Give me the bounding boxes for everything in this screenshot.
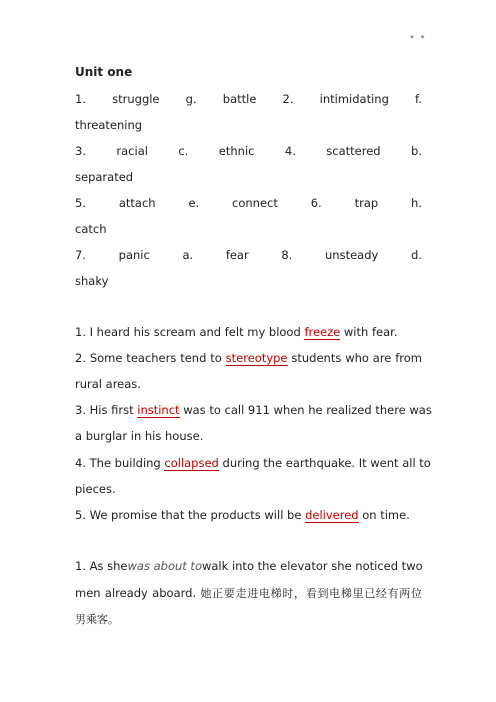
sentence-3-cont: a burglar in his house. [75, 429, 204, 443]
translation-line-3: 男乘客。 [75, 613, 119, 626]
unit-title: Unit one [75, 65, 133, 79]
vocab-row-1: 1. struggle g. battle 2. intimidating f. [75, 92, 422, 106]
sentence-2: 2. Some teachers tend to stereotype students who are from [75, 351, 423, 365]
sentence-5: 5. We promise that the products will be delivered on time. [75, 508, 410, 522]
vocab-row-3: 5. attach e. connect 6. trap h. [75, 196, 422, 210]
answer-word: collapsed [164, 456, 219, 470]
sentence-2-cont: rural areas. [75, 377, 141, 391]
vocab-row-2-cont: separated [75, 170, 134, 184]
vocab-row-3-cont: catch [75, 222, 107, 236]
answer-word: delivered [305, 508, 359, 522]
translation-line-1: 1. As shewas about towalk into the elevator she noticed two [75, 559, 423, 573]
sentence-1: 1. I heard his scream and felt my blood freeze with fear. [75, 325, 398, 339]
sentence-4: 4. The building collapsed during the earthquake. It went all to [75, 456, 431, 470]
sentence-3: 3. His first instinct was to call 911 when he realized there was [75, 403, 432, 417]
answer-word: instinct [137, 403, 180, 417]
vocab-row-4: 7. panic a. fear 8. unsteady d. [75, 248, 422, 262]
header-mark: * * [410, 34, 427, 43]
sentence-4-cont: pieces. [75, 482, 116, 496]
answer-word: stereotype [225, 351, 288, 365]
vocab-row-2: 3. racial c. ethnic 4. scattered b. [75, 144, 422, 158]
answer-word: freeze [304, 325, 341, 339]
translation-line-2: men already aboard. 她正要走进电梯时，看到电梯里已经有两位 [75, 586, 423, 600]
italic-phrase: was about to [127, 559, 202, 573]
vocab-row-4-cont: shaky [75, 274, 109, 288]
vocab-row-1-cont: threatening [75, 118, 143, 132]
